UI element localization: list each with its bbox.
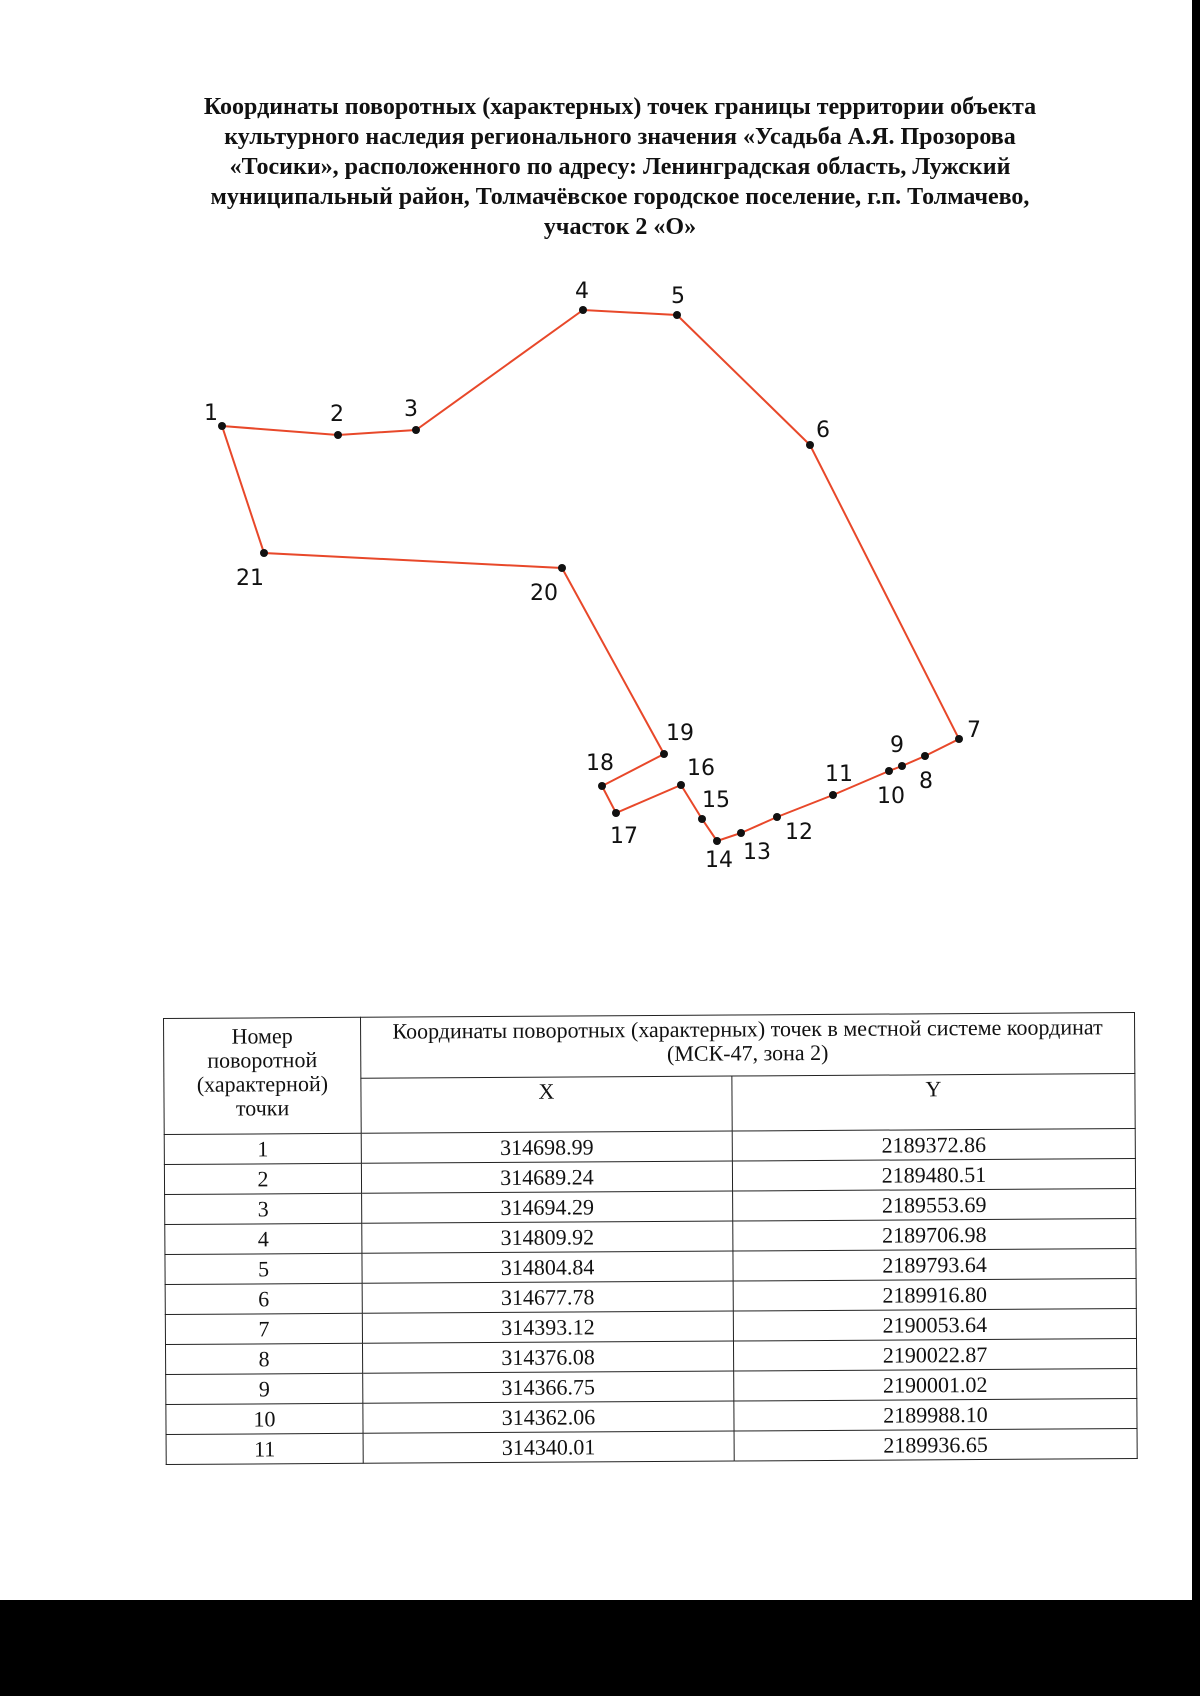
boundary-point bbox=[773, 813, 781, 821]
point-label: 2 bbox=[330, 402, 344, 427]
point-label: 14 bbox=[705, 848, 733, 873]
x-coordinate-cell: 314393.12 bbox=[362, 1311, 733, 1343]
x-coordinate-cell: 314376.08 bbox=[362, 1341, 733, 1373]
title-line: Координаты поворотных (характерных) точек границы территории объекта bbox=[203, 94, 1037, 120]
y-coordinate-cell: 2189916.80 bbox=[733, 1279, 1136, 1311]
point-number-cell: 7 bbox=[165, 1313, 362, 1344]
point-number-cell: 4 bbox=[165, 1223, 362, 1254]
y-coordinate-cell: 2189372.86 bbox=[732, 1129, 1135, 1161]
y-coordinate-cell: 2189706.98 bbox=[733, 1219, 1136, 1251]
y-coordinate-cell: 2189553.69 bbox=[733, 1189, 1136, 1221]
boundary-point bbox=[921, 752, 929, 760]
y-coordinate-cell: 2189480.51 bbox=[732, 1159, 1135, 1191]
point-label: 17 bbox=[610, 824, 638, 849]
x-column-header: X bbox=[361, 1076, 732, 1133]
y-coordinate-cell: 2190022.87 bbox=[733, 1339, 1136, 1371]
scan-border-right bbox=[1192, 0, 1200, 1696]
point-label: 8 bbox=[919, 769, 933, 794]
y-coordinate-cell: 2189988.10 bbox=[734, 1399, 1137, 1431]
coordinates-table bbox=[163, 1012, 1138, 1465]
x-coordinate-cell: 314366.75 bbox=[363, 1371, 734, 1403]
boundary-point bbox=[713, 837, 721, 845]
header-line: Номер bbox=[231, 1023, 293, 1049]
point-number-header bbox=[164, 1017, 362, 1134]
point-label: 11 bbox=[825, 762, 853, 787]
document-title bbox=[150, 92, 1090, 242]
x-coordinate-cell: 314809.92 bbox=[362, 1221, 733, 1253]
boundary-point bbox=[698, 815, 706, 823]
scan-border-bottom bbox=[0, 1600, 1200, 1696]
boundary-point bbox=[334, 431, 342, 439]
title-line: культурного наследия регионального значения «Усадьба А.Я. Прозорова bbox=[224, 124, 1016, 150]
boundary-point bbox=[829, 791, 837, 799]
x-coordinate-cell: 314804.84 bbox=[362, 1251, 733, 1283]
point-number-cell: 2 bbox=[164, 1163, 361, 1194]
point-label: 16 bbox=[687, 756, 715, 781]
y-coordinate-cell: 2189793.64 bbox=[733, 1249, 1136, 1281]
boundary-point bbox=[673, 311, 681, 319]
point-label: 21 bbox=[236, 566, 264, 591]
boundary-point bbox=[898, 762, 906, 770]
point-label: 6 bbox=[816, 418, 830, 443]
point-label: 19 bbox=[666, 721, 694, 746]
point-label: 7 bbox=[967, 718, 981, 743]
title-line: «Тосики», расположенного по адресу: Ленинградская область, Лужский bbox=[229, 154, 1011, 180]
boundary-point bbox=[612, 809, 620, 817]
point-label: 10 bbox=[877, 784, 905, 809]
points-layer bbox=[204, 279, 981, 873]
title-line: муниципальный район, Толмачёвское городское поселение, г.п. Толмачево, bbox=[210, 184, 1030, 210]
x-coordinate-cell: 314677.78 bbox=[362, 1281, 733, 1313]
boundary-point bbox=[737, 829, 745, 837]
point-label: 18 bbox=[586, 751, 614, 776]
boundary-point bbox=[660, 750, 668, 758]
boundary-point bbox=[598, 782, 606, 790]
boundary-point bbox=[955, 735, 963, 743]
table-body bbox=[164, 1129, 1137, 1465]
point-number-cell: 9 bbox=[166, 1373, 363, 1404]
boundary-point bbox=[885, 767, 893, 775]
y-coordinate-cell: 2189936.65 bbox=[734, 1429, 1137, 1461]
table-row bbox=[166, 1429, 1137, 1465]
boundary-point bbox=[260, 549, 268, 557]
boundary-point bbox=[558, 564, 566, 572]
title-line: участок 2 «О» bbox=[543, 214, 697, 240]
y-coordinate-cell: 2190053.64 bbox=[733, 1309, 1136, 1341]
point-number-cell: 8 bbox=[165, 1343, 362, 1374]
point-number-cell: 6 bbox=[165, 1283, 362, 1314]
point-number-cell: 5 bbox=[165, 1253, 362, 1284]
point-label: 20 bbox=[530, 581, 558, 606]
x-coordinate-cell: 314340.01 bbox=[363, 1431, 734, 1463]
point-label: 12 bbox=[785, 820, 813, 845]
point-label: 4 bbox=[575, 279, 589, 304]
boundary-point bbox=[677, 781, 685, 789]
point-number-cell: 11 bbox=[166, 1433, 363, 1464]
x-coordinate-cell: 314362.06 bbox=[363, 1401, 734, 1433]
boundary-diagram bbox=[0, 270, 1200, 970]
point-label: 3 bbox=[404, 397, 418, 422]
point-number-cell: 10 bbox=[166, 1403, 363, 1434]
boundary-point bbox=[579, 306, 587, 314]
point-label: 1 bbox=[204, 401, 218, 426]
header-line: (характерной) bbox=[196, 1070, 329, 1097]
y-column-header: Y bbox=[732, 1074, 1135, 1131]
x-coordinate-cell: 314694.29 bbox=[362, 1191, 733, 1223]
point-label: 13 bbox=[743, 840, 771, 865]
boundary-point bbox=[218, 422, 226, 430]
point-label: 9 bbox=[890, 733, 904, 758]
point-number-cell: 3 bbox=[165, 1193, 362, 1224]
header-line: поворотной bbox=[207, 1047, 318, 1073]
boundary-point bbox=[412, 426, 420, 434]
boundary-point bbox=[806, 441, 814, 449]
point-label: 15 bbox=[702, 788, 730, 813]
point-number-cell: 1 bbox=[164, 1133, 361, 1164]
header-line: точки bbox=[235, 1095, 290, 1121]
point-label: 5 bbox=[671, 284, 685, 309]
x-coordinate-cell: 314689.24 bbox=[361, 1161, 732, 1193]
y-coordinate-cell: 2190001.02 bbox=[734, 1369, 1137, 1401]
coordinates-group-header: Координаты поворотных (характерных) точек в местной системе координат (МСК-47, зона 2) bbox=[360, 1013, 1134, 1079]
x-coordinate-cell: 314698.99 bbox=[361, 1131, 732, 1163]
